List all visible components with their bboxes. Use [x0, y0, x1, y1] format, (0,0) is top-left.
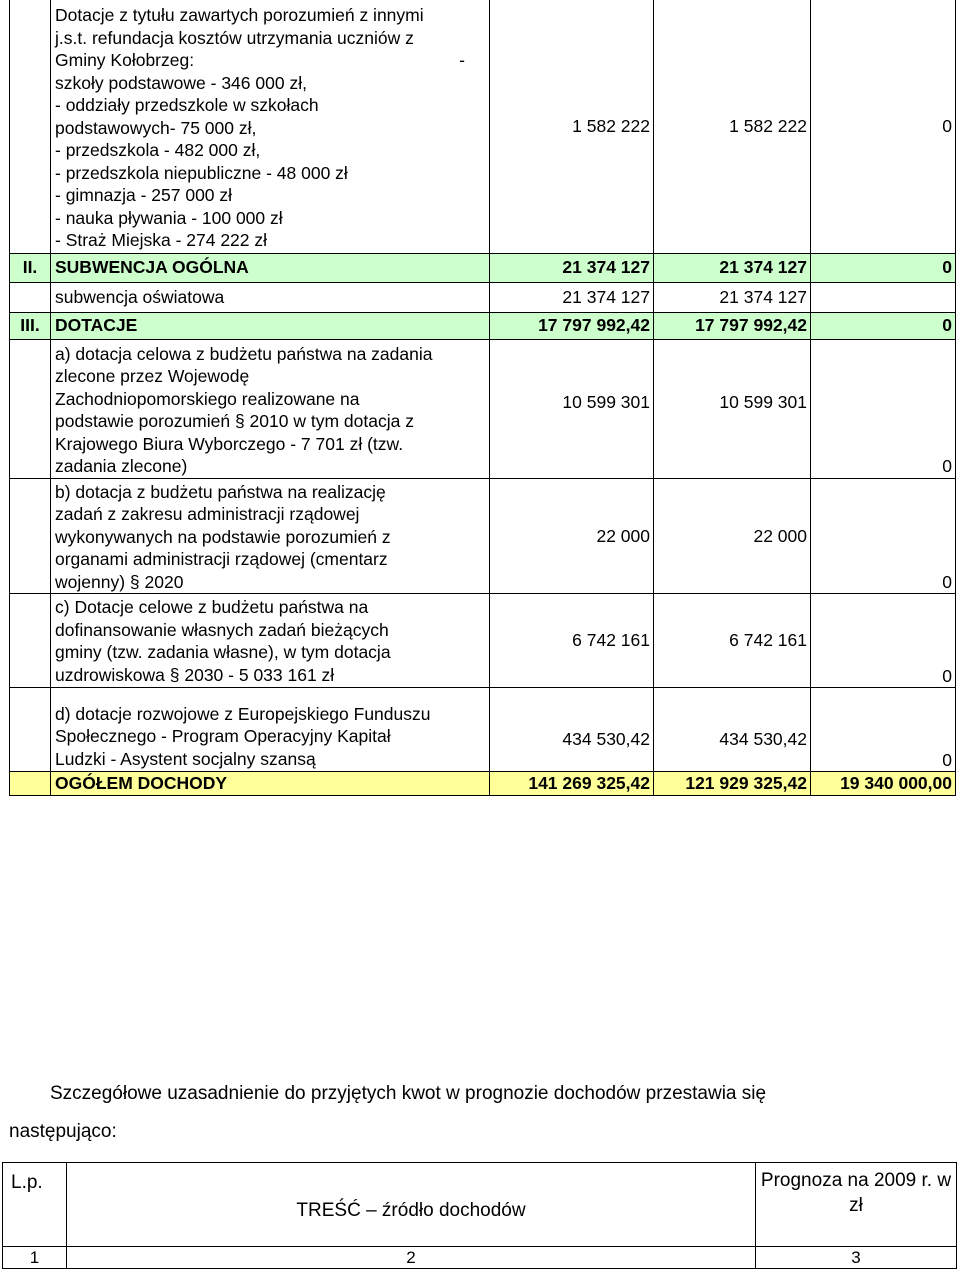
text-line: dofinansowanie własnych zadań bieżących [55, 619, 389, 640]
row-lp [10, 282, 51, 312]
header-forecast-line: w zł [849, 1170, 952, 1216]
text-line: podstawie porozumień § 2010 w tym dotacja z [55, 411, 414, 431]
text-line: d) dotacje rozwojowe z Europejskiego Funduszu [55, 703, 431, 724]
text-line: gminy (tzw. zadania własne), w tym dotacja [55, 642, 391, 662]
plan-value: 434 530,42 [490, 688, 654, 772]
total-label: OGÓŁEM DOCHODY [51, 772, 490, 796]
table-row-subwencja [10, 253, 956, 282]
explanation-paragraph-line1: Szczegółowe uzasadnienie do przyjętych kwot w prognozie dochodów przestawia się [50, 1083, 767, 1104]
table-row-dotacje [10, 312, 956, 339]
text-line: zadania zlecone) [55, 456, 188, 476]
plan-value: 141 269 325,42 [490, 772, 654, 796]
text-line: Dotacje z tytułu zawartych porozumień z innymi [55, 5, 424, 25]
plan-value: 6 742 161 [490, 594, 654, 688]
text-line: - Straż Miejska - 274 222 zł [55, 230, 268, 250]
property-value: 0 [811, 339, 956, 478]
row-lp-empty [10, 594, 51, 688]
text-line: - oddziały przedszkole w szkołach [55, 95, 319, 115]
current-value: 434 530,42 [654, 688, 811, 772]
current-value: 21 374 127 [654, 253, 811, 282]
row-label: DOTACJE [51, 312, 490, 339]
plan-value: 10 599 301 [490, 339, 654, 478]
text-line: podstawowych- 75 000 zł, [55, 117, 257, 138]
table-row-subwencja-oswiatowa [10, 282, 956, 312]
col-number-3: 3 [756, 1247, 957, 1269]
current-value: 121 929 325,42 [654, 772, 811, 796]
row-description [51, 478, 490, 594]
property-value: 0 [811, 0, 956, 253]
table-row-dotacja-a [10, 339, 956, 478]
row-lp-empty [10, 478, 51, 594]
row-label: SUBWENCJA OGÓLNA [51, 253, 490, 282]
income-table [9, 0, 956, 796]
col-number-2: 2 [67, 1247, 756, 1269]
current-value: 1 582 222 [654, 0, 811, 253]
text-line: - przedszkola niepubliczne - 48 000 zł [55, 162, 348, 183]
text-line: - przedszkola - 482 000 zł, [55, 140, 261, 160]
current-value: 17 797 992,42 [654, 312, 811, 339]
row-description [51, 688, 490, 772]
row-label: subwencja oświatowa [51, 282, 490, 312]
row-description [51, 339, 490, 478]
text-line: - nauka pływania - 100 000 zł [55, 207, 283, 228]
text-line: Krajowego Biura Wyborczego - 7 701 zł (tzw. [55, 433, 404, 454]
plan-value: 21 374 127 [490, 253, 654, 282]
row-lp-empty [10, 339, 51, 478]
property-value: 0 [811, 253, 956, 282]
property-value: 0 [811, 688, 956, 772]
table-row-dotacja-c [10, 594, 956, 688]
plan-value: 17 797 992,42 [490, 312, 654, 339]
text-line: Społecznego - Program Operacyjny Kapitał [55, 726, 391, 746]
current-value: 10 599 301 [654, 339, 811, 478]
text-line: - gimnazja - 257 000 zł [55, 185, 233, 205]
header-lp: L.p. [3, 1163, 67, 1247]
text-line: j.s.t. refundacja kosztów utrzymania uczniów z [55, 27, 414, 48]
plan-value: 22 000 [490, 478, 654, 594]
text-line: zlecone przez Wojewodę [55, 366, 250, 386]
text-line-label: Gminy Kołobrzeg: [55, 50, 195, 70]
text-line [55, 49, 485, 72]
forecast-header-row [3, 1163, 957, 1247]
header-forecast-line: 2009 r. [873, 1170, 933, 1191]
text-line: uzdrowiskowa § 2030 - 5 033 161 zł [55, 664, 335, 685]
row-lp-empty [10, 772, 51, 796]
property-value: 0 [811, 312, 956, 339]
explanation-paragraph-line2: następująco: [9, 1121, 117, 1142]
text-line: Ludzki - Asystent socjalny szansą [55, 748, 316, 769]
dash-mark: - [459, 50, 465, 70]
agreements-description [51, 0, 490, 253]
row-lp-empty [10, 688, 51, 772]
text-line: szkoły podstawowe - 346 000 zł, [55, 72, 307, 93]
text-line: wykonywanych na podstawie porozumień z [55, 526, 391, 547]
header-content: TREŚĆ – źródło dochodów [67, 1163, 756, 1247]
text-line: b) dotacja z budżetu państwa na realizację [55, 481, 386, 502]
current-value: 6 742 161 [654, 594, 811, 688]
plan-value: 21 374 127 [490, 282, 654, 312]
table-row-dotacja-d [10, 688, 956, 772]
col-number-1: 1 [3, 1247, 67, 1269]
property-value: 0 [811, 478, 956, 594]
text-line: Zachodniopomorskiego realizowane na [55, 388, 360, 409]
text-line: wojenny) § 2020 [55, 571, 184, 592]
plan-value: 1 582 222 [490, 0, 654, 253]
row-description [51, 594, 490, 688]
table-row-total [10, 772, 956, 796]
text-line: zadań z zakresu administracji rządowej [55, 504, 360, 524]
row-lp: II. [10, 253, 51, 282]
forecast-table [2, 1162, 957, 1269]
table-row-dotacja-b [10, 478, 956, 594]
header-forecast [756, 1163, 957, 1247]
current-value: 22 000 [654, 478, 811, 594]
text-line: a) dotacja celowa z budżetu państwa na zadania [55, 343, 433, 364]
text-line: organami administracji rządowej (cmentarz [55, 549, 388, 569]
table-row-agreements [10, 0, 956, 253]
text-line: c) Dotacje celowe z budżetu państwa na [55, 597, 369, 617]
forecast-column-numbers [3, 1247, 957, 1269]
header-forecast-line: Prognoza na [760, 1170, 869, 1191]
property-value: 19 340 000,00 [811, 772, 956, 796]
current-value: 21 374 127 [654, 282, 811, 312]
property-value: 0 [811, 594, 956, 688]
row-lp: III. [10, 312, 51, 339]
property-value [811, 282, 956, 312]
row-lp [10, 0, 51, 253]
